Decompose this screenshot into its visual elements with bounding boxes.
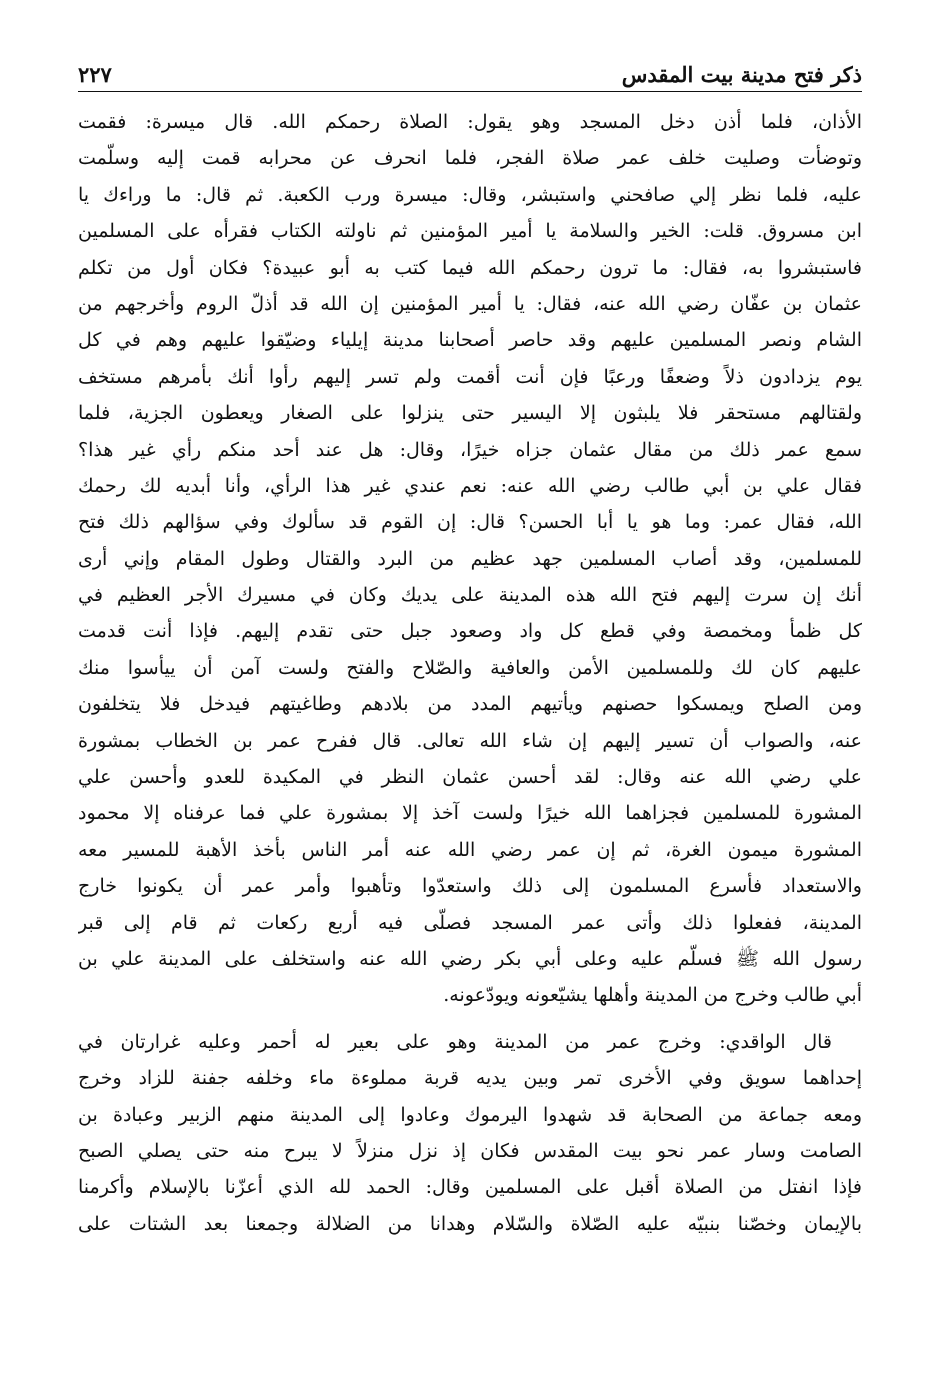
text-line: المشورة للمسلمين فجزاهما الله خيرًا ولست آخذ إلا بمشورة علي فما عرفناه إلا محمود <box>78 802 862 825</box>
paragraph-1 <box>78 104 862 1014</box>
text-line: علي رضي الله عنه وقال: لقد أحسن عثمان النظر في المكيدة للعدو وأحسن علي <box>78 766 862 789</box>
text-line: أبي طالب وخرج من المدينة وأهلها يشيّعونه ويودّعونه. <box>443 984 862 1007</box>
text-line: رسول الله ﷺ فسلّم عليه وعلى أبي بكر رضي الله عنه واستخلف على المدينة علي بن <box>78 947 862 970</box>
header-rule <box>78 91 862 92</box>
page-number: ٢٢٧ <box>78 62 112 87</box>
text-line: عثمان بن عفّان رضي الله عنه، فقال: يا أمير المؤمنين إن الله قد أذلّ الروم وأخرجهم من <box>78 292 862 315</box>
text-line: إحداهما سويق وفي الأخرى تمر وبين يديه قربة مملوءة ماء وخلفه جفنة للزاد وخرج <box>78 1067 862 1090</box>
text-line: المشورة ميمون الغرة، ثم إن عمر رضي الله عنه أمر الناس بأخذ الأهبة للمسير معه <box>78 838 862 861</box>
text-line: الصامت وسار عمر نحو بيت المقدس فكان إذ نزل منزلاً لا يبرح منه حتى يصلي الصبح <box>78 1139 862 1162</box>
text-line: وتوضأت وصليت خلف عمر صلاة الفجر، فلما انحرف عن محرابه قمت إليه وسلّمت <box>78 147 862 170</box>
text-line: يوم يزدادون ذلاً وضعفًا ورعبًا فإن أنت أقمت ولم تسر إليهم رأوا أنك بأمرهم مستخف <box>78 365 862 388</box>
text-line: سمع عمر ذلك من مقال عثمان جزاه خيرًا، وقال: هل عند أحد منكم رأي غير هذا؟ <box>78 438 862 461</box>
text-line: الأذان، فلما أذن دخل المسجد وهو يقول: الصلاة رحمكم الله. قال ميسرة: فقمت <box>78 111 862 133</box>
page-header <box>78 58 862 92</box>
text-line: ومن الصلح ويمسكوا حصنهم ويأتيهم المدد من بلادهم وطاغيتهم فيدخل فلا يتخلفون <box>78 693 862 716</box>
text-line: كل ظمأ ومخمصة وفي قطع كل واد وصعود جبل حتى تقدم إليهم. فإذا أنت قدمت <box>78 620 862 643</box>
text-line: والاستعداد فأسرع المسلمون إلى ذلك واستعدّوا وتأهبوا وأمر عمر أن يكونوا خارج <box>78 875 862 898</box>
text-line: للمسلمين، وقد أصاب المسلمين جهد عظيم من البرد والقتال وطول المقام وإني أرى <box>78 547 862 570</box>
running-title: ذكر فتح مدينة بيت المقدس <box>621 62 862 87</box>
text-line: الشام ونصر المسلمين عليهم وقد حاصر أصحابنا مدينة إيلياء وضيّقوا عليهم وهم في كل <box>78 329 862 352</box>
text-line: المدينة، ففعلوا ذلك وأتى عمر المسجد فصلّى فيه أربع ركعات ثم قام إلى قبر <box>78 911 862 934</box>
text-line: عنه، والصواب أن تسير إليهم إن شاء الله تعالى. قال ففرح عمر بن الخطاب بمشورة <box>78 729 862 752</box>
text-line: عليهم كان لك وللمسلمين الأمن والعافية والصّلاح والفتح ولست آمن أن ييأسوا منك <box>78 656 862 679</box>
text-line: ابن مسروق. قلت: الخير والسلامة يا أمير المؤمنين ثم ناولته الكتاب فقرأه على المسلمين <box>78 220 862 243</box>
page-body <box>78 104 862 1242</box>
text-line: ولقتالهم مستحقر فلا يلبثون إلا اليسير حتى ينزلوا على الصغار ويعطون الجزية، فلما <box>78 402 862 425</box>
text-line: بالإيمان وخصّنا بنبيّه عليه الصّلاة والسّلام وهدانا من الضلالة وجمعنا بعد الشتات على <box>78 1212 862 1235</box>
text-line: فإذا انفتل من الصلاة أقبل على المسلمين وقال: الحمد لله الذي أعزّنا بالإسلام وأكرمنا <box>78 1176 862 1199</box>
text-line: فقال علي بن أبي طالب رضي الله عنه: نعم عندي غير هذا الرأي، وأنا أبديه لك رحمك <box>78 474 862 497</box>
text-line: ومعه جماعة من الصحابة قد شهدوا اليرموك وعادوا إلى المدينة منهم الزبير وعبادة بن <box>78 1103 862 1126</box>
text-line: أنك إن سرت إليهم فتح الله هذه المدينة على يديك وكان في مسيرك الأجر العظيم في <box>78 584 862 607</box>
paragraph-2 <box>78 1024 862 1242</box>
text-line: عليه، فلما نظر إلي صافحني واستبشر، وقال: ميسرة ورب الكعبة. ثم قال: ما وراءك يا <box>78 183 862 206</box>
paragraph-gap <box>78 1014 862 1024</box>
text-line: فاستبشروا به، فقال: ما ترون رحمكم الله فيما كتب به أبو عبيدة؟ فكان أول من تكلم <box>78 256 862 279</box>
text-line: الله، فقال عمر: وما هو يا أبا الحسن؟ قال: إن القوم قد سألوك وفي سؤالهم ذلك فتح <box>78 511 862 534</box>
text-line: قال الواقدي: وخرج عمر من المدينة وهو على بعير له أحمر وعليه غرارتان في <box>78 1030 832 1053</box>
